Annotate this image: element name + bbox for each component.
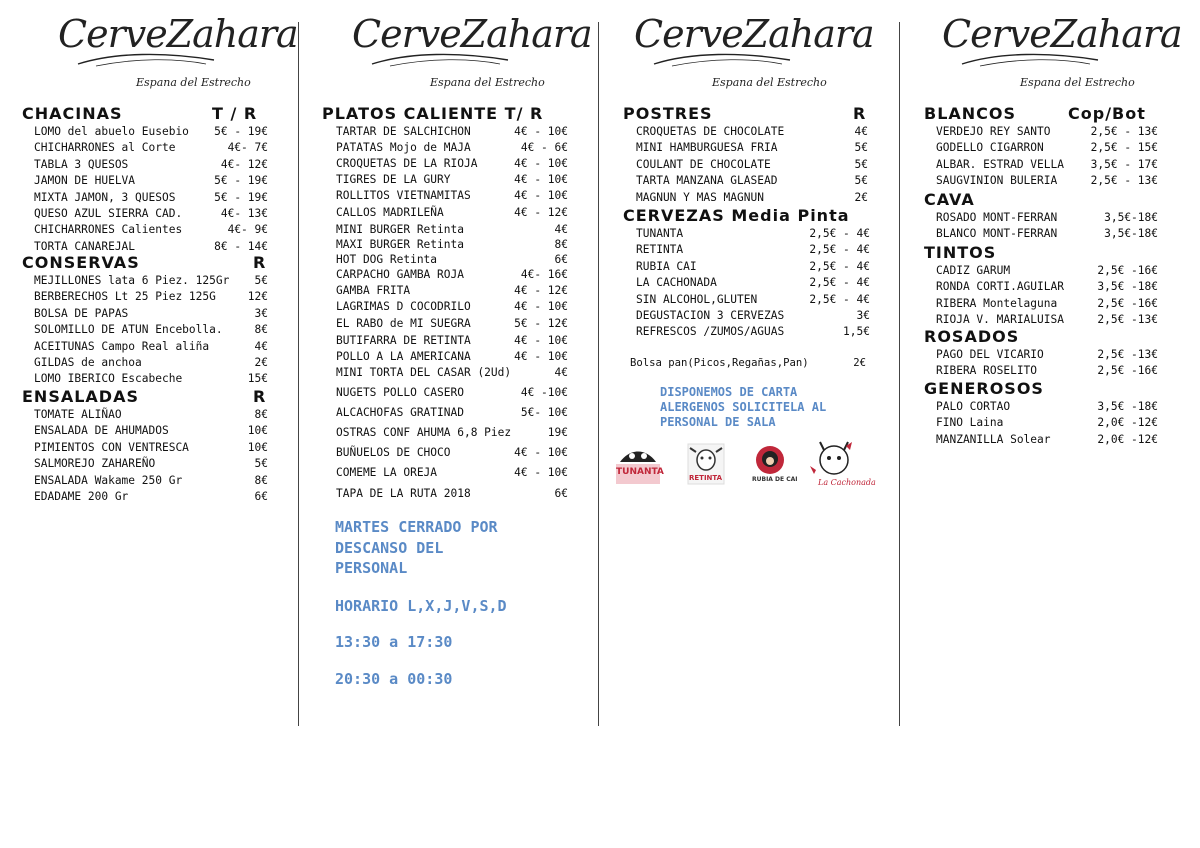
menu-item-price: 2€ (853, 357, 866, 369)
menu-item-price: 2,5€ -16€ (1097, 296, 1158, 310)
menu-item-price: 10€ (247, 424, 268, 438)
menu-item-name: HOT DOG Retinta (336, 253, 438, 266)
menu-item-name: RIOJA V. MARIALUISA (936, 313, 1064, 327)
menu-item-name: COULANT DE CHOCOLATE (636, 157, 771, 171)
menu-item-row (336, 446, 568, 460)
menu-item-row (34, 158, 268, 172)
menu-item-name: PIMIENTOS CON VENTRESCA (34, 440, 189, 454)
menu-item-name: TABLA 3 QUESOS (34, 157, 129, 171)
menu-item-row (936, 297, 1158, 311)
menu-item-row (636, 191, 868, 205)
menu-item-price: 4€ - 12€ (514, 284, 568, 297)
menu-item-price: 2,5€ - 4€ (809, 292, 870, 306)
menu-item-row (336, 125, 568, 139)
menu-item-row (936, 348, 1158, 362)
menu-item-name: MAGNUN Y MAS MAGNUN (636, 190, 764, 204)
menu-item-name: TUNANTA (636, 227, 684, 240)
menu-item-row (636, 325, 870, 339)
menu-item-row (336, 366, 568, 380)
la-cachonada-logo-label: La Cachonada (818, 478, 876, 487)
menu-item-name: SOLOMILLO DE ATUN Encebolla. (34, 323, 223, 337)
menu-item-price: 2,0€ -12€ (1097, 432, 1158, 446)
menu-item-price: 2,0€ -12€ (1097, 416, 1158, 430)
menu-item-row (34, 356, 268, 370)
cervezahara-logo (58, 12, 298, 92)
logo-swash (652, 50, 792, 68)
logo-swash (960, 50, 1100, 68)
menu-item-name: EL RABO de MI SUEGRA (336, 317, 471, 330)
menu-item-name: REFRESCOS /ZUMOS/AGUAS (636, 325, 785, 339)
menu-item-name: PALO CORTAO (936, 400, 1011, 413)
menu-item-row (636, 276, 870, 290)
menu-item-price: 2,5€ -16€ (1097, 264, 1158, 277)
menu-item-price: 5€ (854, 141, 868, 155)
menu-item-price: 2,5€ - 13€ (1090, 174, 1158, 188)
menu-item-name: TIGRES DE LA GURY (336, 173, 451, 186)
menu-item-name: RIBERA Montelaguna (936, 296, 1058, 310)
section-title-generosos (924, 379, 1044, 398)
menu-item-name: COMEME LA OREJA (336, 466, 438, 479)
menu-item-row (34, 323, 268, 337)
menu-item-name: RONDA CORTI.AGUILAR (936, 280, 1064, 294)
menu-item-name: SIN ALCOHOL,GLUTEN (636, 292, 758, 306)
menu-item-name: QUESO AZUL SIERRA CAD. (34, 207, 183, 220)
menu-item-row (336, 189, 568, 203)
menu-item-row (636, 174, 868, 188)
la-cachonada-logo-icon (806, 440, 876, 490)
section-title-chacinas (22, 104, 258, 123)
menu-item-row (936, 264, 1158, 278)
menu-item-name: LAGRIMAS D COCODRILO (336, 300, 471, 313)
menu-item-name: FINO Laina (936, 416, 1004, 430)
menu-item-name: MAXI BURGER Retinta (336, 238, 464, 251)
menu-item-price: 6€ (554, 487, 568, 500)
menu-item-row (336, 284, 568, 298)
menu-item-row (34, 174, 268, 188)
menu-item-name: PATATAS Mojo de MAJA (336, 141, 471, 154)
menu-item-price: 4€- 9€ (227, 223, 268, 237)
menu-item-price: 8€ (254, 408, 268, 421)
menu-item-price: 8€ (254, 323, 268, 337)
menu-item-name: MANZANILLA Solear (936, 432, 1051, 446)
menu-item-price: 4€ - 10€ (514, 466, 568, 479)
menu-item-name: RETINTA (636, 243, 684, 257)
menu-item-name: TARTAR DE SALCHICHON (336, 125, 471, 138)
menu-item-row (636, 158, 868, 172)
menu-item-name: BERBERECHOS Lt 25 Piez 125G (34, 290, 216, 304)
menu-item-row (34, 125, 268, 139)
menu-item-price: 15€ (247, 372, 268, 386)
menu-item-price: 2,5€ -13€ (1097, 348, 1158, 361)
menu-item-row (336, 268, 568, 282)
section-title-text: GENEROSOS (924, 379, 1044, 398)
menu-item-row (636, 141, 868, 155)
menu-item-name: NUGETS POLLO CASERO (336, 386, 464, 399)
menu-item-price: 8€ - 14€ (214, 239, 268, 253)
section-title-cervezas: CERVEZAS Media Pinta (623, 206, 850, 225)
menu-item-row (34, 274, 268, 288)
alergenos-line: ALERGENOS SOLICITELA AL (660, 400, 827, 414)
menu-item-price: 5€ - 19€ (214, 174, 268, 188)
menu-item-row (336, 350, 568, 364)
menu-item-price: 4€ (854, 125, 868, 138)
menu-item-price: 5€ (854, 174, 868, 188)
notice-line: MARTES CERRADO POR (335, 518, 498, 536)
logo-brand: CerveZahara (58, 12, 298, 56)
menu-item-price: 3,5€ -18€ (1097, 280, 1158, 294)
logo-brand: CerveZahara (634, 12, 874, 56)
menu-item-name: ALCACHOFAS GRATINAD (336, 406, 464, 419)
section-title-blancos (924, 104, 1146, 123)
menu-item-price: 4€ - 10€ (514, 334, 568, 347)
menu-item-row (34, 340, 268, 354)
menu-item-name: LOMO del abuelo Eusebio (34, 125, 189, 138)
menu-item-price: 3,5€-18€ (1104, 211, 1158, 224)
menu-item-row (34, 441, 268, 455)
menu-item-name: MINI BURGER Retinta (336, 223, 464, 236)
menu-item-price: 2,5€ -13€ (1097, 313, 1158, 327)
menu-item-row (34, 290, 268, 304)
menu-item-row (34, 240, 268, 254)
menu-item-price: 4€ (254, 339, 268, 353)
horario-morning: 13:30 a 17:30 (335, 633, 453, 651)
menu-item-name: CADIZ GARUM (936, 264, 1011, 277)
menu-item-row (336, 386, 568, 400)
section-title-tintos (924, 243, 996, 262)
rubia-cai-logo-label: RUBIA DE CAI (752, 476, 798, 483)
menu-item-price: 2,5€ - 15€ (1090, 141, 1158, 155)
menu-item-price: 5€ - 19€ (214, 125, 268, 138)
menu-item-price: 3,5€ - 17€ (1090, 157, 1158, 171)
menu-item-name: GODELLO CIGARRON (936, 141, 1044, 155)
section-title-text: BLANCOS (924, 104, 1017, 123)
menu-item-name: EDADAME 200 Gr (34, 490, 129, 503)
menu-item-price: 3€ (254, 306, 268, 320)
retinta-logo-icon (684, 442, 728, 488)
menu-item-name: BLANCO MONT-FERRAN (936, 227, 1058, 241)
menu-item-price: 4€ - 6€ (520, 141, 568, 154)
menu-item-price: 2,5€ -16€ (1097, 364, 1158, 378)
menu-item-price: 3,5€-18€ (1104, 227, 1158, 241)
menu-item-price: 4€ (554, 366, 568, 379)
menu-item-name: OSTRAS CONF AHUMA 6,8 Piez (336, 426, 512, 439)
menu-item-name: SAUGVINION BULERIA (936, 174, 1058, 188)
section-title-rosados (924, 327, 1019, 346)
menu-item-name: RUBIA CAI (636, 259, 697, 273)
menu-item-price: 2,5€ - 4€ (809, 259, 870, 273)
menu-item-row (336, 173, 568, 187)
logo-tagline: Espana del Estrecho (430, 76, 545, 89)
menu-item-price: 2,5€ - 13€ (1090, 125, 1158, 138)
logo-brand: CerveZahara (352, 12, 592, 56)
menu-item-row (636, 243, 870, 257)
menu-item-price: 5€ (854, 157, 868, 171)
section-title-text: CONSERVAS (22, 253, 140, 272)
menu-item-price: 6€ (554, 253, 568, 266)
menu-item-name: CARPACHO GAMBA ROJA (336, 268, 464, 281)
menu-item-price: 4€ -10€ (520, 386, 568, 399)
menu-item-row (636, 260, 870, 274)
menu-item-name: LOMO IBERICO Escabeche (34, 372, 183, 386)
menu-item-name: ENSALADA DE AHUMADOS (34, 424, 169, 438)
menu-item-row (936, 174, 1158, 188)
notice-line: PERSONAL (335, 559, 408, 577)
section-title-platos-caliente: PLATOS CALIENTE T/ R (322, 104, 544, 123)
menu-item-name: MIXTA JAMON, 3 QUESOS (34, 190, 176, 204)
menu-item-name: MINI HAMBURGUESA FRIA (636, 141, 778, 155)
menu-item-name: ACEITUNAS Campo Real aliña (34, 339, 210, 353)
section-column-header: Cop/Bot (1068, 104, 1146, 123)
menu-item-name: Bolsa pan(Picos,Regañas,Pan) (630, 357, 809, 369)
menu-item-name: TOMATE ALIÑAO (34, 408, 122, 421)
menu-item-price: 4€ - 10€ (514, 189, 568, 202)
menu-item-row (336, 253, 568, 267)
section-title-text: TINTOS (924, 243, 997, 262)
menu-item-price: 6€ (254, 490, 268, 503)
menu-item-price: 10€ (247, 440, 268, 454)
cervezahara-logo (942, 12, 1182, 92)
menu-item-row (336, 406, 568, 420)
menu-item-row (336, 426, 568, 440)
menu-item-name: SALMOREJO ZAHAREÑO (34, 457, 156, 471)
menu-item-row (936, 313, 1158, 327)
menu-item-name: JAMON DE HUELVA (34, 174, 136, 188)
section-title-postres (623, 104, 867, 123)
menu-item-price: 4€ - 10€ (514, 350, 568, 363)
menu-item-row (34, 141, 268, 155)
menu-item-name: ALBAR. ESTRAD VELLA (936, 157, 1064, 171)
menu-item-name: MINI TORTA DEL CASAR (2Ud) (336, 366, 512, 379)
menu-item-row (34, 490, 268, 504)
menu-item-row (336, 334, 568, 348)
logo-brand: CerveZahara (942, 12, 1182, 56)
menu-item-row (34, 408, 268, 422)
menu-item-price: 4€ - 10€ (514, 125, 568, 138)
menu-item-row (34, 307, 268, 321)
horario-evening: 20:30 a 00:30 (335, 670, 453, 688)
menu-item-price: 4€- 12€ (220, 157, 268, 171)
menu-item-row (636, 293, 870, 307)
menu-item-price: 2,5€ - 4€ (809, 243, 870, 257)
alergenos-line: PERSONAL DE SALA (660, 415, 776, 429)
menu-item-name: TORTA CANAREJAL (34, 239, 136, 253)
menu-item-price: 5€ (254, 457, 268, 471)
menu-item-row (34, 457, 268, 471)
menu-item-price: 4€- 13€ (220, 207, 268, 220)
menu-item-row (936, 211, 1158, 225)
section-title-cava (924, 190, 975, 209)
menu-item-row (936, 400, 1158, 414)
menu-item-price: 3,5€ -18€ (1097, 400, 1158, 413)
menu-item-name: ROLLITOS VIETNAMITAS (336, 189, 471, 202)
menu-item-row (936, 433, 1158, 447)
menu-item-row (936, 158, 1158, 172)
menu-item-name: GAMBA FRITA (336, 284, 411, 297)
menu-item-price: 2,5€ - 4€ (809, 276, 870, 290)
menu-item-name: DEGUSTACION 3 CERVEZAS (636, 309, 785, 322)
menu-item-row (936, 364, 1158, 378)
section-title-text: POSTRES (623, 104, 713, 123)
logo-tagline: Espana del Estrecho (1020, 76, 1135, 89)
menu-item-name: CROQUETAS DE CHOCOLATE (636, 125, 785, 138)
section-title-conservas (22, 253, 267, 272)
menu-item-price: 8€ (554, 238, 568, 251)
menu-item-row (636, 227, 870, 241)
menu-item-row (630, 356, 866, 370)
logo-tagline: Espana del Estrecho (712, 76, 827, 89)
menu-item-price: 4€ - 12€ (514, 206, 568, 219)
menu-item-price: 4€ - 10€ (514, 446, 568, 459)
menu-item-name: BUÑUELOS DE CHOCO (336, 446, 451, 459)
menu-item-name: PAGO DEL VICARIO (936, 348, 1044, 361)
menu-item-row (336, 206, 568, 220)
menu-item-name: TARTA MANZANA GLASEAD (636, 174, 778, 188)
section-title-text: CAVA (924, 190, 975, 209)
section-column-header: R (853, 104, 867, 123)
menu-item-name: CHICHARRONES Calientes (34, 223, 183, 237)
section-title-ensaladas (22, 387, 267, 406)
column-divider (899, 22, 900, 726)
menu-item-row (336, 300, 568, 314)
retinta-logo-label: RETINTA (689, 474, 723, 482)
menu-item-row (34, 191, 268, 205)
menu-item-row (936, 141, 1158, 155)
menu-item-row (336, 141, 568, 155)
menu-item-price: 5€ - 19€ (214, 190, 268, 204)
horario-title: HORARIO L,X,J,V,S,D (335, 597, 507, 615)
menu-item-name: MEJILLONES lata 6 Piez. 125Gr (34, 274, 230, 287)
menu-item-price: 5€ - 12€ (514, 317, 568, 330)
menu-item-price: 2€ (254, 356, 268, 369)
menu-item-price: 4€ - 10€ (514, 157, 568, 170)
menu-item-name: RIBERA ROSELITO (936, 364, 1038, 378)
menu-item-price: 4€ - 10€ (514, 173, 568, 186)
logo-swash (76, 50, 216, 68)
menu-item-name: ROSADO MONT-FERRAN (936, 211, 1058, 224)
menu-item-price: 5€- 10€ (520, 406, 568, 419)
cervezahara-logo (634, 12, 874, 92)
menu-item-name: CALLOS MADRILEÑA (336, 206, 444, 219)
menu-item-row (34, 474, 268, 488)
menu-item-name: CROQUETAS DE LA RIOJA (336, 157, 478, 170)
tunanta-logo-label: TUNANTA (616, 467, 664, 477)
menu-item-row (34, 424, 268, 438)
menu-item-name: VERDEJO REY SANTO (936, 125, 1051, 138)
menu-item-row (936, 125, 1158, 139)
menu-item-row (936, 280, 1158, 294)
cervezahara-logo (352, 12, 592, 92)
menu-item-price: 3€ (856, 309, 870, 322)
menu-item-price: 5€ (254, 274, 268, 287)
menu-item-row (34, 372, 268, 386)
menu-item-name: LA CACHONADA (636, 276, 717, 290)
menu-item-row (636, 125, 868, 139)
rubia-cai-logo-icon (748, 442, 798, 488)
menu-item-row (336, 466, 568, 480)
column-divider (298, 22, 299, 726)
menu-item-name: GILDAS de anchoa (34, 356, 142, 369)
section-column-header: T / R (212, 104, 258, 123)
section-column-header: R (253, 387, 267, 406)
menu-item-row (936, 227, 1158, 241)
menu-item-row (336, 223, 568, 237)
menu-item-price: 19€ (547, 426, 568, 439)
menu-item-price: 4€ (554, 223, 568, 236)
menu-item-row (636, 309, 870, 323)
menu-item-row (336, 317, 568, 331)
menu-item-price: 2€ (854, 190, 868, 204)
menu-item-row (34, 223, 268, 237)
menu-item-name: BUTIFARRA DE RETINTA (336, 334, 471, 347)
section-title-text: CHACINAS (22, 104, 123, 123)
menu-item-price: 8€ (254, 473, 268, 487)
tunanta-logo-icon (612, 442, 664, 488)
menu-item-name: TAPA DE LA RUTA 2018 (336, 487, 471, 500)
section-column-header: R (253, 253, 267, 272)
menu-item-row (936, 416, 1158, 430)
menu-item-price: 4€- 16€ (520, 268, 568, 281)
logo-swash (370, 50, 510, 68)
section-title-text: ROSADOS (924, 327, 1020, 346)
menu-item-row (336, 487, 568, 501)
menu-item-row (336, 238, 568, 252)
column-divider (598, 22, 599, 726)
menu-item-name: BOLSA DE PAPAS (34, 306, 129, 320)
menu-item-name: POLLO A LA AMERICANA (336, 350, 471, 363)
menu-item-row (336, 157, 568, 171)
menu-item-price: 4€ - 10€ (514, 300, 568, 313)
menu-item-name: ENSALADA Wakame 250 Gr (34, 473, 183, 487)
logo-tagline: Espana del Estrecho (136, 76, 251, 89)
menu-item-name: CHICHARRONES al Corte (34, 141, 176, 155)
notice-line: DESCANSO DEL (335, 539, 444, 557)
menu-item-price: 4€- 7€ (227, 141, 268, 155)
menu-item-price: 12€ (247, 290, 268, 304)
menu-item-price: 2,5€ - 4€ (809, 227, 870, 240)
menu-item-row (34, 207, 268, 221)
menu-item-price: 1,5€ (843, 325, 870, 339)
alergenos-line: DISPONEMOS DE CARTA (660, 385, 798, 399)
section-title-text: ENSALADAS (22, 387, 139, 406)
